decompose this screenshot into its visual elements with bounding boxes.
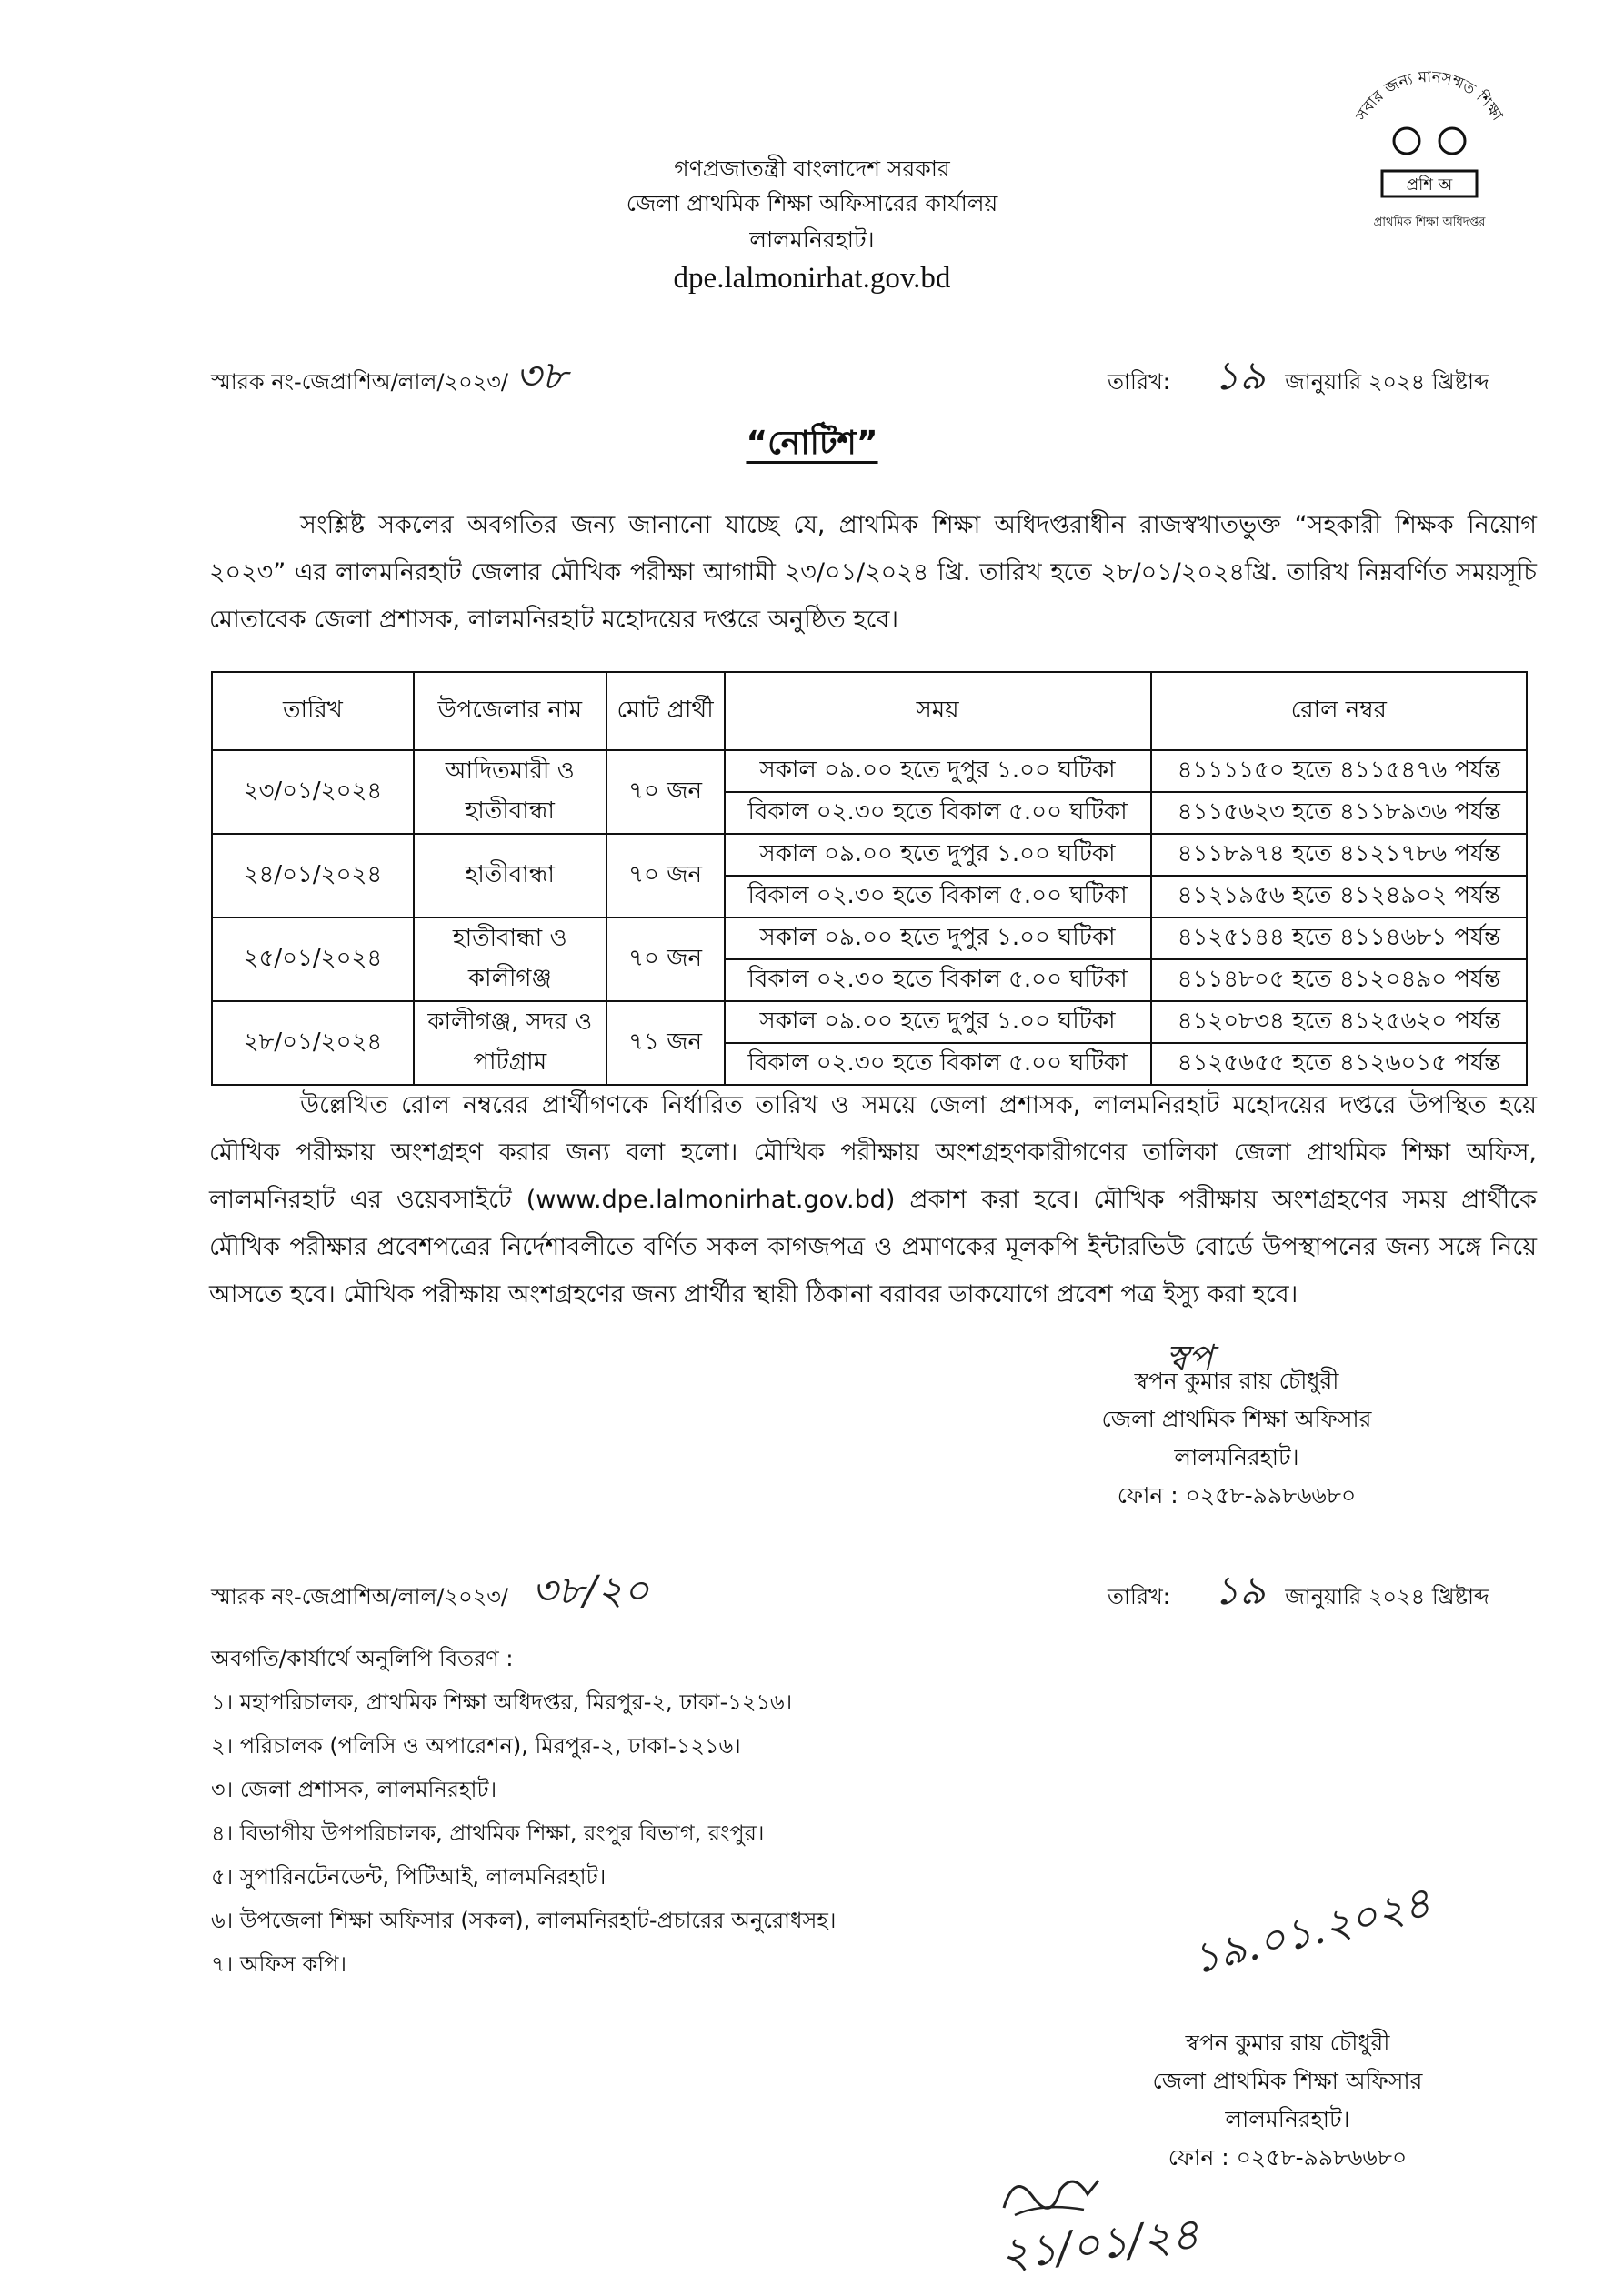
date-day-handwritten: ১৯ [1213, 353, 1266, 399]
intro-paragraph: সংশ্লিষ্ট সকলের অবগতির জন্য জানানো যাচ্ছে যে, প্রাথমিক শিক্ষা অধিদপ্তরাধীন রাজস্বখাতভুক্ত “সহকারী শিক্ষক নিয়োগ ২০২৩” এর লালমনিরহাট জেলার মৌখিক পরীক্ষা আগামী ২৩/০১/২০২৪ খ্রি. তারিখ হতে ২৮/০১/২০২৪খ্রি. তারিখ নিম্নবর্ণিত সময়সূচি মোতাবেক জেলা প্রশাসক, লালমনিরহাট মহোদয়ের দপ্তরে অনুষ্ঠিত হবে। [209, 511, 1537, 634]
signer-place: লালমনিরহাট। [1174, 1444, 1299, 1470]
header-office: জেলা প্রাথমিক শিক্ষা অফিসারের কার্যালয় [626, 190, 998, 216]
memo2-number-handwritten: ৩৮/২০ [531, 1568, 649, 1614]
date-label: তারিখ: [1108, 369, 1170, 395]
memo-number-handwritten: ৩৮ [515, 353, 567, 399]
memo2-date-label: তারিখ: [1108, 1584, 1170, 1609]
table-row [212, 834, 1527, 876]
row-upazila: হাতীবান্ধা ও কালীগঞ্জ [414, 917, 606, 1001]
row-upazila: হাতীবান্ধা [414, 834, 606, 917]
memo2-date-row [1108, 1560, 1489, 1627]
signer2-place: লালমনিরহাট। [1225, 2106, 1350, 2132]
signer-name: স্বপন কুমার রায় চৌধুরী [1134, 1368, 1339, 1394]
row-time: সকাল ০৯.০০ হতে দুপুর ১.০০ ঘটিকা [725, 750, 1151, 792]
row-date: ২৮/০১/২০২৪ [212, 1001, 414, 1085]
table-row [212, 750, 1527, 792]
table-row [212, 917, 1527, 959]
signer2-designation: জেলা প্রাথমিক শিক্ষা অফিসার [1152, 2068, 1423, 2094]
svg-text:সবার জন্য মানসম্মত শিক্ষা [1352, 68, 1507, 125]
row-upazila: কালীগঞ্জ, সদর ও পাটগ্রাম [414, 1001, 606, 1085]
header-website: dpe.lalmonirhat.gov.bd [673, 262, 951, 295]
row-roll: ৪১২১৯৫৬ হতে ৪১২৪৯০২ পর্যন্ত [1151, 876, 1527, 917]
row-roll: ৪১২০৮৩৪ হতে ৪১২৫৬২০ পর্যন্ত [1151, 1001, 1527, 1043]
row-total: ৭০ জন [606, 834, 725, 917]
body-paragraph: উল্লেখিত রোল নম্বরের প্রার্থীগণকে নির্ধারিত তারিখ ও সময়ে জেলা প্রশাসক, লালমনিরহাট মহোদয়ের দপ্তরে উপস্থিত হয়ে মৌখিক পরীক্ষায় অংশগ্রহণ করার জন্য বলা হলো। মৌখিক পরীক্ষায় অংশগ্রহণকারীগণের তালিকা জেলা প্রাথমিক শিক্ষা অফিস, লালমনিরহাট এর ওয়েবসাইটে (www.dpe.lalmonirhat.gov.bd) প্রকাশ করা হবে। মৌখিক পরীক্ষায় অংশগ্রহণের সময় প্রার্থীকে মৌখিক পরীক্ষার প্রবেশপত্রের নির্দেশাবলীতে বর্ণিত সকল কাগজপত্র ও প্রমাণকের মূলকপি ইন্টারভিউ বোর্ডে উপস্থাপনের জন্য সঙ্গে নিয়ে আসতে হবে। মৌখিক পরীক্ষায় অংশগ্রহণের জন্য প্রার্থীর স্থায়ী ঠিকানা বরাবর ডাকযোগে প্রবেশ পত্র ইস্যু করা হবে। [209, 1091, 1537, 1308]
row-roll: ৪১১৫৬২৩ হতে ৪১১৮৯৩৬ পর্যন্ত [1151, 792, 1527, 834]
row-total: ৭০ জন [606, 917, 725, 1001]
row-time: সকাল ০৯.০০ হতে দুপুর ১.০০ ঘটিকা [725, 1001, 1151, 1043]
row-roll: ৪১১৪৮০৫ হতে ৪১২০৪৯০ পর্যন্ত [1151, 959, 1527, 1001]
logo-caption: প্রাথমিক শিক্ষা অধিদপ্তর [1373, 216, 1486, 229]
signer-phone: ফোন : ০২৫৮-৯৯৮৬৬৮০ [1117, 1482, 1357, 1509]
receipt-date-handwritten: ২১/০১/২৪ [997, 2208, 1202, 2281]
row-date: ২৪/০১/২০২৪ [212, 834, 414, 917]
distribution-list [211, 1637, 837, 1986]
row-total: ৭১ জন [606, 1001, 725, 1085]
distribution-heading: অবগতি/কার্যার্থে অনুলিপি বিতরণ : [211, 1646, 514, 1671]
row-roll: ৪১২৫১৪৪ হতে ৪১১৪৬৮১ পর্যন্ত [1151, 917, 1527, 959]
signature-block-1 [1037, 1362, 1437, 1515]
logo-arc-text: সবার জন্য মানসম্মত শিক্ষা [1352, 67, 1507, 125]
row-date: ২৫/০১/২০২৪ [212, 917, 414, 1001]
memo-date-row [1108, 346, 1489, 412]
signature-2-handwritten: ১৯.০১.২০২৪ [1187, 1877, 1436, 1984]
header-government: গণপ্রজাতন্ত্রী বাংলাদেশ সরকার [674, 155, 950, 182]
row-time: বিকাল ০২.৩০ হতে বিকাল ৫.০০ ঘটিকা [725, 1043, 1151, 1085]
notice-title-wrap [0, 418, 1624, 473]
list-item: ৭। অফিস কপি। [211, 1951, 347, 1977]
table-header-row [212, 672, 1527, 750]
memo-number-row [211, 346, 567, 412]
list-item: ২। পরিচালক (পলিসি ও অপারেশন), মিরপুর-২, ঢাকা-১২১৬। [211, 1733, 741, 1759]
logo-letters: প্রশি অ [1406, 175, 1453, 195]
notice-title: “নোটিশ” [746, 425, 878, 462]
list-item: ১। মহাপরিচালক, প্রাথমিক শিক্ষা অধিদপ্তর, মিরপুর-২, ঢাকা-১২১৬। [211, 1689, 793, 1715]
row-time: সকাল ০৯.০০ হতে দুপুর ১.০০ ঘটিকা [725, 917, 1151, 959]
row-roll: ৪১১১১৫০ হতে ৪১১৫৪৭৬ পর্যন্ত [1151, 750, 1527, 792]
row-roll: ৪১২৫৬৫৫ হতে ৪১২৬০১৫ পর্যন্ত [1151, 1043, 1527, 1085]
signer2-name: স্বপন কুমার রায় চৌধুরী [1185, 2030, 1390, 2056]
header-upazila: উপজেলার নাম [414, 672, 606, 750]
row-time: বিকাল ০২.৩০ হতে বিকাল ৫.০০ ঘটিকা [725, 792, 1151, 834]
header-total: মোট প্রার্থী [606, 672, 725, 750]
receipt-scribble [997, 2162, 1106, 2226]
list-item: ৬। উপজেলা শিক্ষা অফিসার (সকল), লালমনিরহাট-প্রচারের অনুরোধসহ। [211, 1908, 837, 1933]
memo2-number-row [211, 1560, 649, 1627]
header-time: সময় [725, 672, 1151, 750]
row-time: বিকাল ০২.৩০ হতে বিকাল ৫.০০ ঘটিকা [725, 959, 1151, 1001]
memo-label: স্মারক নং-জেপ্রাশিঅ/লাল/২০২৩/ [211, 369, 508, 395]
header-roll: রোল নম্বর [1151, 672, 1527, 750]
memo2-label: স্মারক নং-জেপ্রাশিঅ/লাল/২০২৩/ [211, 1584, 508, 1609]
signer2-phone: ফোন : ০২৫৮-৯৯৮৬৬৮০ [1168, 2144, 1408, 2171]
list-item: ৪। বিভাগীয় উপপরিচালক, প্রাথমিক শিক্ষা, রংপুর বিভাগ, রংপুর। [211, 1820, 765, 1846]
row-roll: ৪১১৮৯৭৪ হতে ৪১২১৭৮৬ পর্যন্ত [1151, 834, 1527, 876]
row-total: ৭০ জন [606, 750, 725, 834]
row-upazila: আদিতমারী ও হাতীবান্ধা [414, 750, 606, 834]
schedule-table [211, 671, 1528, 1086]
header-district: লালমনিরহাট। [749, 226, 875, 253]
signature-1-handwritten: স্বপ [1166, 1338, 1213, 1379]
memo2-date-rest: জানুয়ারি ২০২৪ খ্রিষ্টাব্দ [1285, 1584, 1489, 1609]
list-item: ৩। জেলা প্রশাসক, লালমনিরহাট। [211, 1777, 497, 1802]
row-time: সকাল ০৯.০০ হতে দুপুর ১.০০ ঘটিকা [725, 834, 1151, 876]
signer-designation: জেলা প্রাথমিক শিক্ষা অফিসার [1101, 1406, 1372, 1432]
row-time: বিকাল ০২.৩০ হতে বিকাল ৫.০০ ঘটিকা [725, 876, 1151, 917]
header-date: তারিখ [212, 672, 414, 750]
list-item: ৫। সুপারিনটেনডেন্ট, পিটিআই, লালমনিরহাট। [211, 1864, 606, 1890]
memo2-date-day-handwritten: ১৯ [1213, 1568, 1266, 1614]
date-rest: জানুয়ারি ২০২৪ খ্রিষ্টাব্দ [1285, 369, 1489, 395]
row-date: ২৩/০১/২০২৪ [212, 750, 414, 834]
table-row [212, 1001, 1527, 1043]
signature-block-2 [1088, 2024, 1488, 2177]
